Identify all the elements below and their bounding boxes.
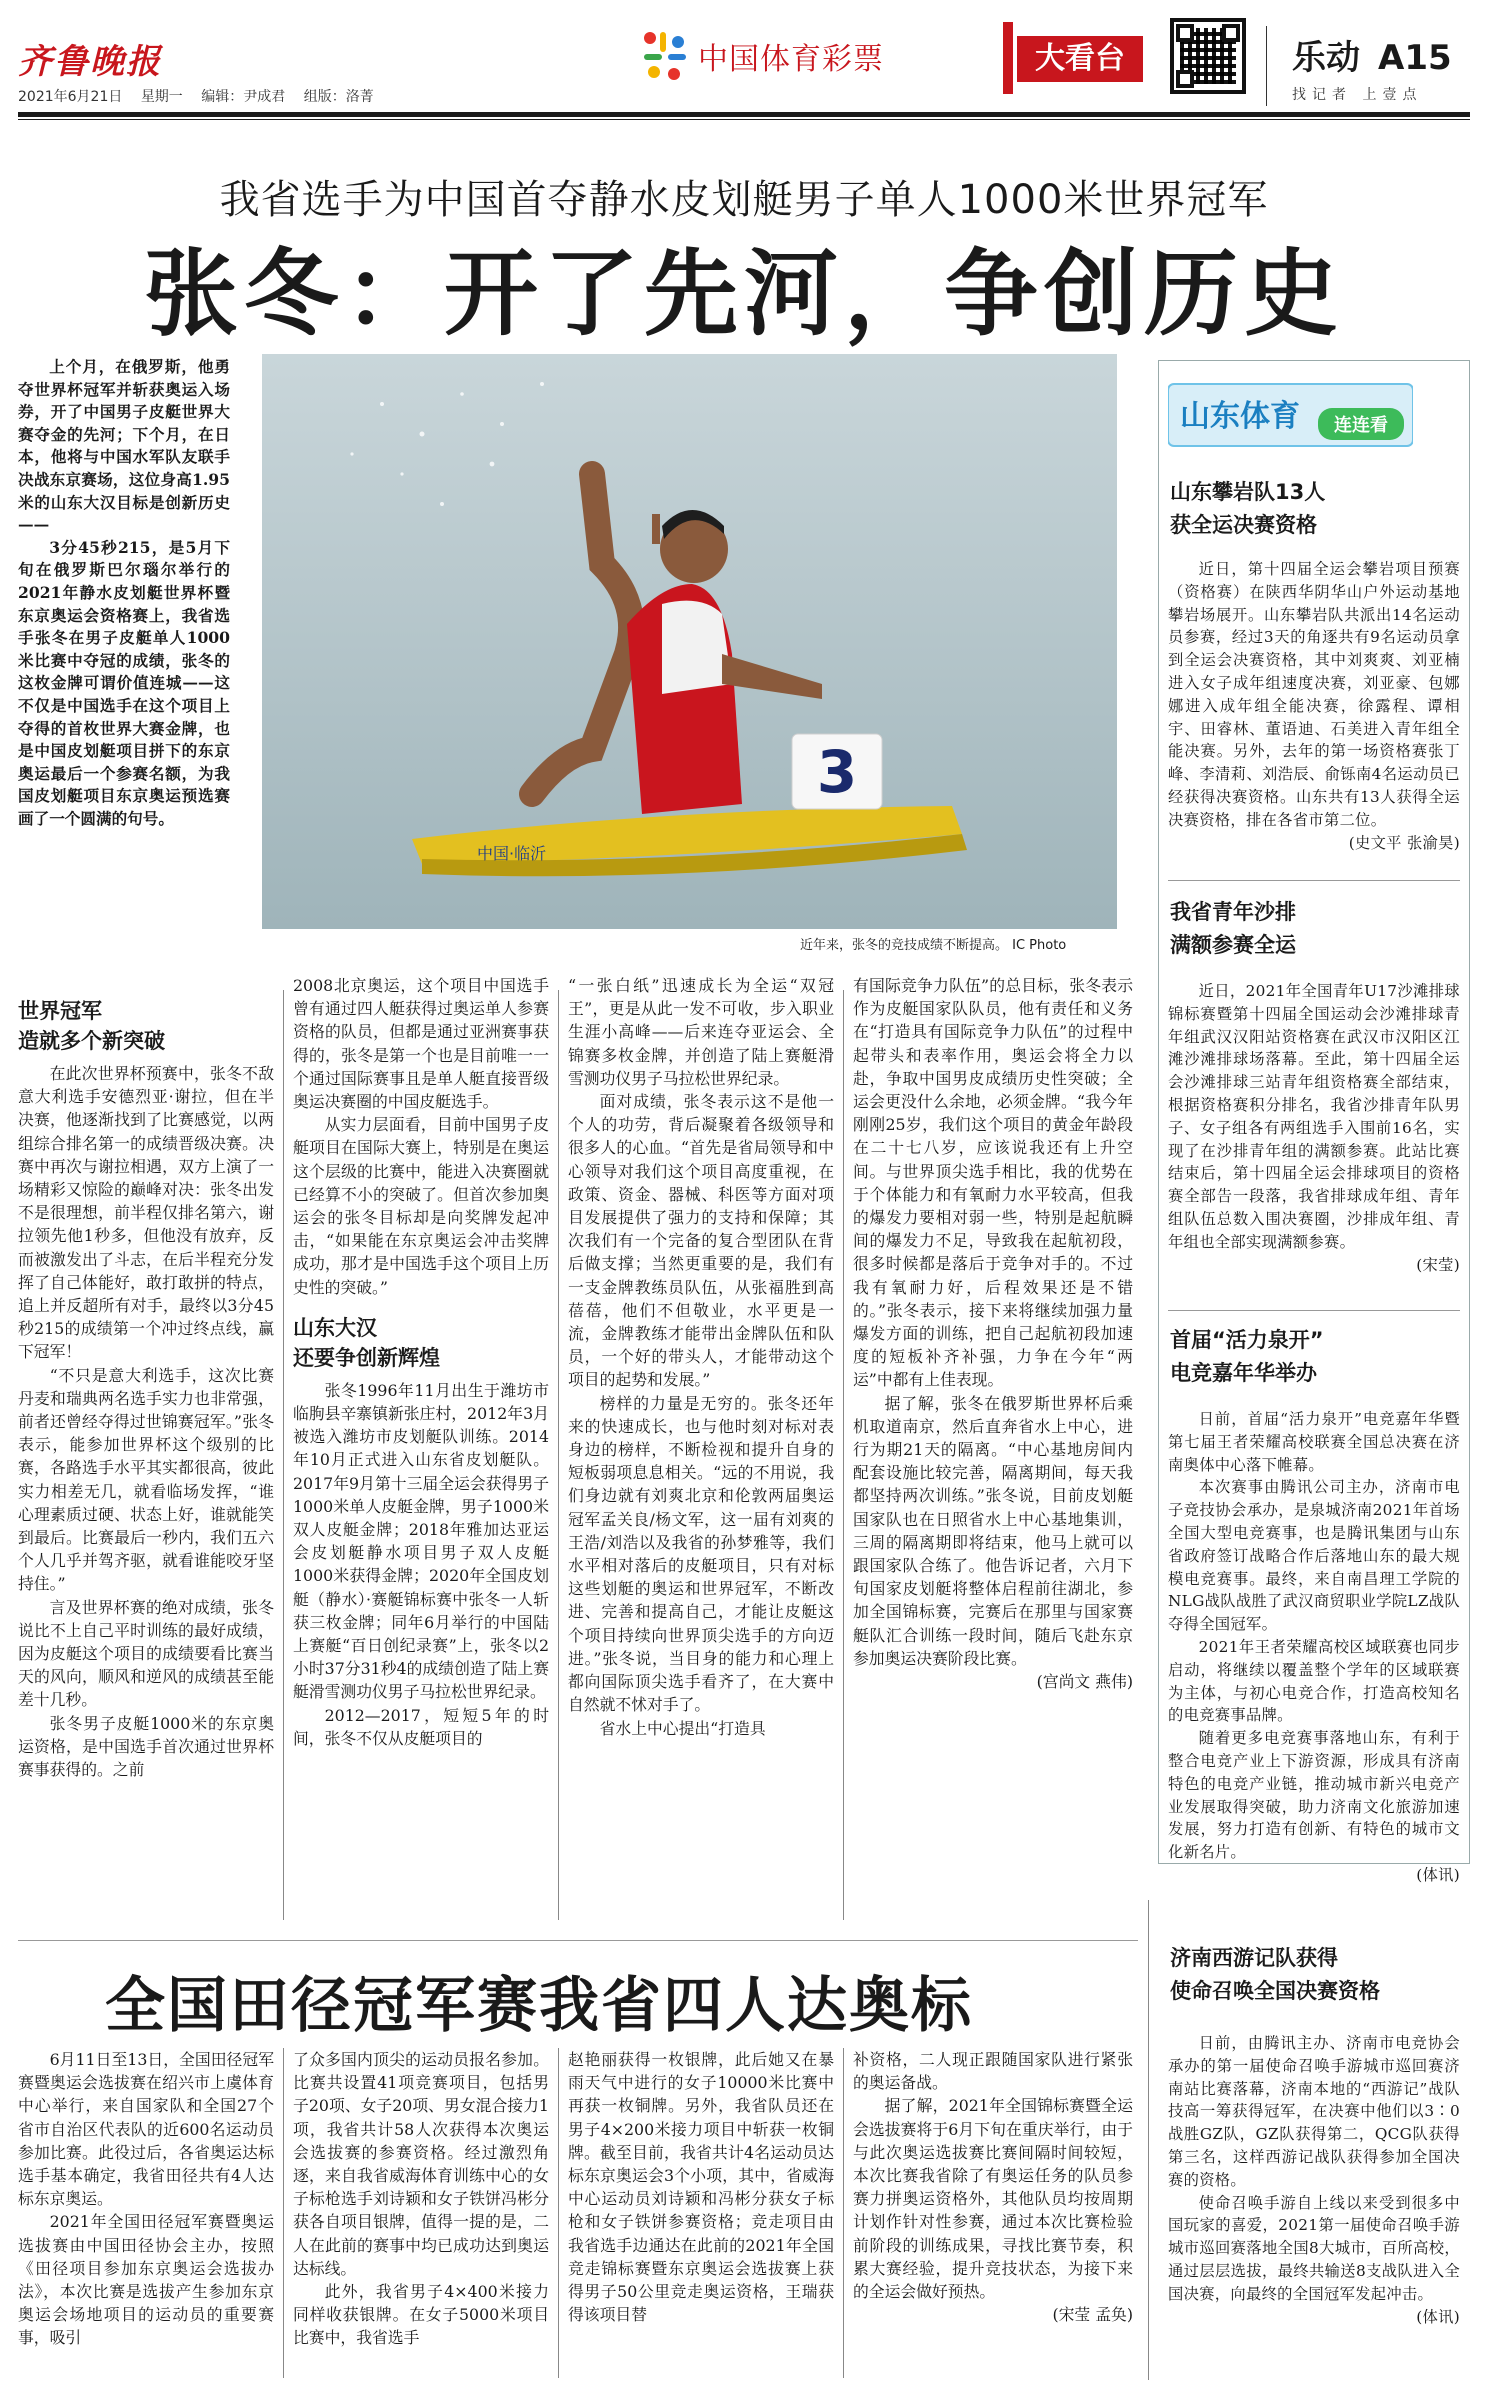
sidebar-divider <box>1168 1310 1460 1311</box>
sidebar-story-4-body <box>1168 2032 1460 2328</box>
section-heading-1 <box>18 996 274 1056</box>
paragraph: 了众多国内顶尖的运动员报名参加。比赛共设置41项竞赛项目，包括男子20项、女子20项、男女混合接力1项，我省共计58人次获得本次奥运会选拔赛的参赛资格。经过激烈角逐，来自我省威海体育训练中心的女子标枪选手刘诗颖和女子铁饼冯彬分获各自项目银牌，值得一提的是，二人在此前的赛事中均已成功达到奥运达标线。 <box>293 2050 549 2278</box>
paragraph: 面对成绩，张冬表示这不是他一个人的功劳，背后凝聚着各级领导和很多人的心血。“首先是省局领导和中心领导对我们这个项目高度重视，在政策、资金、器械、科医等方面对项目发展提供了强力的支持和保障；其次我们有一个完备的复合型团队在背后做支撑；当然更重要的是，我们有一支金牌教练员队伍，从张福胜到高蓓蓓，他们不但敬业，水平更是一流，金牌教练才能带出金牌队伍和队员，一个好的带头人，才能带动这个项目的起势和发展。” <box>568 1092 834 1390</box>
lottery-star-icon <box>640 30 688 82</box>
paragraph: 据了解，2021年全国锦标赛暨全运会选拔赛将于6月下旬在重庆举行，由于与此次奥运选拔赛比赛间隔时间较短，本次比赛我省除了有奥运任务的队员参赛力拼奥运资格外，其他队员均按周期计划作针对性参赛，通过本次比赛检验前阶段的训练成果，寻找比赛节奏，积累大赛经验，提升竞技状态，为接下来的全运会做好预热。 <box>853 2096 1133 2302</box>
paragraph: 补资格，二人现正跟随国家队进行紧张的奥运备战。 <box>853 2050 1133 2093</box>
article-column-2 <box>293 974 549 1750</box>
article2-column-1 <box>18 2048 274 2350</box>
paragraph: 近日，第十四届全运会攀岩项目预赛（资格赛）在陕西华阴华山户外运动基地攀岩场展开。山东攀岩队共派出14名运动员参赛，经过3天的角逐共有9名运动员拿到全运会决赛资格，其中刘爽爽、刘亚楠进入女子成年组速度决赛，刘亚豪、包娜娜进入成年组全能决赛，徐露程、谭相宇、田睿林、董语迪、石美进入青年组全能决赛。另外，去年的第一场资格赛张丁峰、李清莉、刘浩辰、俞铄南4名运动员已经获得决赛资格。山东共有13人获得全运决赛资格，排在各省市第二位。 <box>1168 560 1460 829</box>
title-line: 电竞嘉年华举办 <box>1170 1361 1317 1385</box>
article-photo <box>262 354 1117 929</box>
reporter-contact: 找记者 上壹点 <box>1292 87 1423 103</box>
article2-headline: 全国田径冠军赛我省四人达奥标 <box>105 1971 973 2041</box>
article-lead <box>18 356 230 830</box>
paragraph: 2008北京奥运，这个项目中国选手曾有通过四人艇获得过奥运单人参赛资格的队员，但都是通过亚洲赛事获得的，张冬是第一个也是目前唯一一个通过国际赛事且是单人艇直接晋级奥运决赛圈的中国皮艇选手。 <box>293 976 549 1112</box>
section-heading-2-line1: 山东大汉 <box>293 1315 377 1340</box>
sidebar-story-3-body <box>1168 1408 1460 1887</box>
column-divider <box>843 2048 844 2378</box>
sidebar-banner-title: 山东体育 <box>1180 399 1300 434</box>
article-subheadline: 我省选手为中国首夺静水皮划艇男子单人1000米世界冠军 <box>219 177 1269 223</box>
paragraph: 有国际竞争力队伍”的总目标，张冬表示作为皮艇国家队队员，他有责任和义务在“打造具有国际竞争力队伍”的过程中起带头和表率作用，奥运会将全力以赴，争取中国男皮成绩历史性突破；全运会更没什么余地，必须金牌。“我今年刚刚25岁，我们这个项目的黄金年龄段在二十七八岁，应该说我还有上升空间。与世界顶尖选手相比，我的优势在于个体能力和有氧耐力水平较高，但我的爆发力要相对弱一些，特别是起航瞬间的爆发力不足，导致我在起航初段，很多时候都是落后于竞争对手的。不过我有氧耐力好，后程效果还是不错的。”张冬表示，接下来将继续加强力量爆发方面的训练，把自己起航初段加速度的短板补齐补强，力争在今年“两运”中都有上佳表现。 <box>853 976 1133 1390</box>
issue-date: 2021年6月21日 <box>18 89 123 105</box>
sidebar-story-3-title <box>1170 1324 1324 1390</box>
paragraph: 省水上中心提出“打造具 <box>599 1718 766 1738</box>
column-divider <box>843 990 844 1920</box>
photo-caption: 近年来，张冬的竞技成绩不断提高。 IC Photo <box>800 938 1067 953</box>
column-divider <box>283 2048 284 2378</box>
byline: (史文平 张渝昊) <box>1348 833 1460 852</box>
title-line: 我省青年沙排 <box>1170 900 1296 924</box>
paragraph: 榜样的力量是无穷的。张冬还年来的快速成长，也与他时刻对标对表身边的榜样，不断检视和提升自身的短板弱项息息相关。“远的不用说，我们身边就有刘爽北京和伦敦两届奥运冠军孟关良/杨文军，这一届有刘爽的王浩/刘浩以及我省的孙梦雅等，我们水平相对落后的皮艇项目，只有对标这些划艇的奥运和世界冠军，不断改进、完善和提高自己，才能让皮艇这个项目持续向世界顶尖选手的方向迈进。”张冬说，当目身的能力和心理上都向国际顶尖选手看齐了，在大赛中自然就不怵对手了。 <box>568 1393 834 1715</box>
article-divider <box>18 1940 1138 1941</box>
paragraph: 随着更多电竞赛事落地山东，有利于整合电竞产业上下游资源，形成具有济南特色的电竞产业链，推动城市新兴电竞产业发展取得突破，助力济南文化旅游加速发展，努力打造有创新、有特色的城市文化新名片。 <box>1168 1729 1460 1862</box>
header-rule <box>18 112 1470 117</box>
paragraph: 2021年王者荣耀高校区域联赛也同步启动，将继续以覆盖整个学年的区域联赛为主体，与初心电竞合作，打造高校知名的电竞赛事品牌。 <box>1168 1637 1460 1725</box>
header-rule-thin <box>18 119 1470 120</box>
article-column-4 <box>853 974 1133 1693</box>
lottery-name: 中国体育彩票 <box>698 42 884 77</box>
column-divider <box>558 2048 559 2378</box>
column-divider <box>558 990 559 1920</box>
paragraph: “一张白纸”迅速成长为全运“双冠王”，更是从此一发不可收，步入职业生涯小高峰——后来连夺亚运会、全锦赛多枚金牌，并创造了陆上赛艇滑雪测功仪男子马拉松世界纪录。 <box>568 976 834 1088</box>
article2-column-4 <box>853 2048 1133 2326</box>
lead-paragraph: 上个月，在俄罗斯，他勇夺世界杯冠军并斩获奥运入场券，开了中国男子皮艇世界大赛夺金的先河；下个月，在日本，他将与中国水军队友联手决战东京赛场，这位身高1.95米的山东大汉目标是创新历史—— <box>18 357 230 535</box>
sidebar-banner <box>1168 380 1413 452</box>
lottery-logo <box>640 30 884 82</box>
column-divider <box>1148 1900 1149 2380</box>
section-heading-1-line2: 造就多个新突破 <box>18 1029 165 1053</box>
lead-paragraph-2: 3分45秒215，是5月下旬在俄罗斯巴尔瑙尔举行的2021年静水皮划艇世界杯暨东京奥运会资格赛上，我省选手张冬在男子皮艇单人1000米比赛中夺冠的成绩，张冬的这枚金牌可谓价值连城——这不仅是中国选手在这个项目上夺得的首枚世界大赛金牌，也是中国皮划艇项目拼下的东京奥运最后一个参赛名额，为我国皮划艇项目东京奥运预选赛画了一个圆满的句号。 <box>18 537 230 828</box>
issue-layout: 组版：洛菁 <box>303 89 374 105</box>
paragraph: 日前，由腾讯主办、济南市电竞协会承办的第一届使命召唤手游城市巡回赛济南站比赛落幕，济南本地的“西游记”战队技高一筹获得冠军，在决赛中他们以3∶0战胜GZ队，GZ队获得第二，QCG队获得第三名，这样西游记战队获得参加全国决赛的资格。 <box>1168 2034 1460 2189</box>
article-column-3 <box>568 974 834 1740</box>
column-divider <box>283 990 284 1920</box>
title-line: 满额参赛全运 <box>1170 933 1296 957</box>
sidebar-banner-tag: 连连看 <box>1334 415 1388 436</box>
title-line: 首届“活力泉开” <box>1170 1328 1324 1352</box>
paragraph: 张冬男子皮艇1000米的东京奥运资格，是中国选手首次通过世界杯赛事获得的。之前 <box>18 1713 274 1780</box>
sidebar-story-1-body <box>1168 558 1460 854</box>
boat-number: 3 <box>816 738 858 806</box>
paragraph: 日前，首届“活力泉开”电竞嘉年华暨第七届王者荣耀高校联赛全国总决赛在济南奥体中心落下帷幕。 <box>1168 1410 1460 1474</box>
title-line: 使命召唤全国决赛资格 <box>1170 1979 1380 2003</box>
paragraph: 此外，我省男子4×400米接力同样收获银牌。在女子5000米项目比赛中，我省选手 <box>293 2282 549 2348</box>
paragraph: 赵艳丽获得一枚银牌，此后她又在暴雨天气中进行的女子10000米比赛中再获一枚铜牌。另外，我省队员还在男子4×200米接力项目中斩获一枚铜牌。截至目前，我省共计4名运动员达标东京奥运会3个小项，其中，省威海中心运动员刘诗颖和冯彬分获女子标枪和女子铁饼参赛资格；竞走项目由我省选手边通达在此前的2021年全国竞走锦标赛暨东京奥运会选拔赛上获得男子50公里竞走奥运资格，王瑞获得该项目替 <box>568 2050 834 2325</box>
qr-code-icon[interactable] <box>1170 18 1246 94</box>
section-heading-2 <box>293 1313 549 1373</box>
kayak-athlete-illustration <box>262 354 1117 929</box>
issue-weekday: 星期一 <box>140 89 183 105</box>
sidebar-divider <box>1168 880 1460 881</box>
title-line: 济南西游记队获得 <box>1170 1946 1338 1970</box>
column-banner <box>1003 22 1143 94</box>
paragraph: 从实力层面看，目前中国男子皮艇项目在国际大赛上，特别是在奥运这个层级的比赛中，能进入决赛圈就已经算不小的突破了。但首次参加奥运会的张冬目标却是向奖牌发起冲击，“如果能在东京奥运会冲击奖牌成功，那才是中国选手这个项目上历史性的突破。” <box>293 1115 549 1297</box>
sidebar-story-2-title <box>1170 896 1296 962</box>
article2-column-3 <box>568 2048 834 2326</box>
paragraph: 使命召唤手游自上线以来受到很多中国玩家的喜爱，2021第一届使命召唤手游城市巡回赛落地全国8大城市，百所高校，通过层层选拔，最终共输送8支战队进入全国决赛，向最终的全国冠军发起冲击。 <box>1168 2193 1460 2303</box>
paragraph: 6月11日至13日，全国田径冠军赛暨奥运会选拔赛在绍兴市上虞体育中心举行，来自国家队和全国27个省市自治区代表队的近600名运动员参加比赛。此役过后，各省奥运达标选手基本确定，我省田径共有4人达标东京奥运。 <box>18 2050 274 2209</box>
article2-column-2 <box>293 2048 549 2350</box>
issue-info <box>18 86 388 106</box>
section-heading-2-line2: 还要争创新辉煌 <box>293 1345 440 1370</box>
column-banner-text: 大看台 <box>1017 36 1143 82</box>
title-line: 获全运决赛资格 <box>1170 513 1317 537</box>
byline: (宋莹) <box>1416 1255 1460 1274</box>
paragraph: 在此次世界杯预赛中，张冬不敌意大利选手安德烈亚·谢拉，但在半决赛，他逐渐找到了比赛感觉，以两组综合排名第一的成绩晋级决赛。决赛中再次与谢拉相遇，双方上演了一场精彩又惊险的巅峰对决：张冬出发不是很理想，前半程仅排名第六，谢拉领先他1秒多，但他没有放弃，反而被激发出了斗志，在后半程充分发挥了自己体能好，敢打敢拼的特点，追上并反超所有对手，最终以3分45秒215的成绩第一个冲过终点线，赢下冠军！ <box>18 1064 274 1362</box>
paragraph: 近日，2021年全国青年U17沙滩排球锦标赛暨第十四届全国运动会沙滩排球青年组武汉汉阳站资格赛在武汉市汉阳区江滩沙滩排球场落幕。至此，第十四届全运会沙滩排球三站青年组资格赛全部结束，根据资格赛积分排名，我省沙排青年队男子、女子组各有两组选手入围前16名，实现了在沙排青年组的满额参赛。此站比赛结束后，第十四届全运会排球项目的资格赛全部告一段落，我省排球成年组、青年组队伍总数入围决赛圈，沙排成年组、青年组也全部实现满额参赛。 <box>1168 982 1460 1251</box>
byline: (体讯) <box>1416 1865 1460 1884</box>
byline: (宫尚文 燕伟) <box>1036 1672 1133 1692</box>
issue-editor: 编辑：尹成君 <box>201 89 286 105</box>
masthead-logo: 齐鲁晚报 <box>18 42 162 82</box>
section-name: 乐动 <box>1292 38 1360 78</box>
sidebar-banner-graphic <box>1168 380 1413 452</box>
paragraph: 言及世界杯赛的绝对成绩，张冬说比不上自己平时训练的最好成绩，因为皮艇这个项目的成绩要看比赛当天的风向，顺风和逆风的成绩甚至能差十几秒。 <box>18 1597 274 1710</box>
paragraph: 本次赛事由腾讯公司主办，济南市电子竞技协会承办，是泉城济南2021年首场全国大型电竞赛事，也是腾讯集团与山东省政府签订战略合作后落地山东的最大规模电竞赛事。最终，来自南昌理工学院的NLG战队战胜了武汉商贸职业学院LZ战队夺得全国冠军。 <box>1168 1478 1461 1634</box>
sidebar-story-2-body <box>1168 980 1460 1276</box>
boat-sponsor-text: 中国·临沂 <box>477 844 547 863</box>
section-heading-1-line1: 世界冠军 <box>18 999 102 1023</box>
sidebar-story-1-title <box>1170 476 1325 542</box>
paragraph: 据了解，张冬在俄罗斯世界杯后乘机取道南京，然后直奔省水上中心，进行为期21天的隔离。“中心基地房间内配套设施比较完善，隔离期间，每天我都坚持两次训练。”张冬说，目前皮划艇国家队也在日照省水上中心基地集训，三周的隔离期即将结束，他马上就可以跟国家队合练了。他告诉记者，六月下旬国家皮划艇将整体启程前往湖北，参加全国锦标赛，完赛后在那里与国家赛艇队汇合训练一段时间，随后飞赴东京参加奥运决赛阶段比赛。 <box>853 1393 1133 1668</box>
paragraph: 张冬1996年11月出生于潍坊市临朐县辛寨镇新张庄村，2012年3月被选入潍坊市皮划艇队训练。2014年10月正式进入山东省皮划艇队。2017年9月第十三届全运会获得男子1000米单人皮艇金牌，男子1000米双人皮艇金牌；2018年雅加达亚运会皮划艇静水项目男子双人皮艇1000米获得金牌；2020年全国皮划艇（静水）·赛艇锦标赛中张冬一人斩获三枚金牌；同年6月举行的中国陆上赛艇“百日创纪录赛”上，张冬以2小时37分31秒4的成绩创造了陆上赛艇滑雪测功仪男子马拉松世界纪录。 <box>293 1380 549 1702</box>
article-column-1 <box>18 990 274 1781</box>
paragraph: 2012—2017，短短5年的时间，张冬不仅从皮艇项目的 <box>293 1705 549 1748</box>
article-headline: 张冬：开了先河，争创历史 <box>143 240 1344 349</box>
sidebar-story-4-title <box>1170 1942 1380 2008</box>
paragraph: 2021年全国田径冠军赛暨奥运选拔赛由中国田径协会主办，按照《田径项目参加东京奥运会选拔办法》，本次比赛是选拔产生参加东京奥运会场地项目的运动员的重要赛事，吸引 <box>18 2212 274 2348</box>
byline: (宋莹 孟奂) <box>1052 2305 1133 2325</box>
paragraph: “不只是意大利选手，这次比赛丹麦和瑞典两名选手实力也非常强，前者还曾经夺得过世锦赛冠军。”张冬表示，能参加世界杯这个级别的比赛，各路选手水平其实都很高，彼此实力相差无几，就看临场发挥，“谁心理素质过硬、状态上好，谁就能笑到最后。比赛最后一秒内，我们五六个人几乎并驾齐驱，就看谁能咬牙坚持住。” <box>18 1365 274 1594</box>
title-line: 山东攀岩队13人 <box>1170 480 1326 504</box>
page-number: A15 <box>1378 38 1452 78</box>
section-title <box>1292 30 1452 79</box>
byline: (体讯) <box>1416 2307 1460 2326</box>
